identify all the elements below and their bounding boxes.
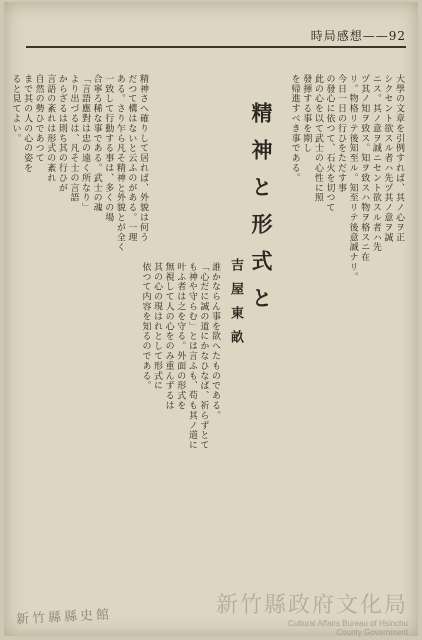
text-column: 精神さへ確りして居れば、外貌は何う [138, 74, 148, 243]
text-column: 「心だに誠の道にかなひなば、祈らずとて [198, 262, 209, 451]
text-column: も神や守らむ」とは言ふも、苟も其ノ道に [186, 262, 197, 451]
text-column: 誰かならん事を欲へたものである。 [210, 262, 220, 421]
text-column: 自然の勢ひであつて [33, 74, 44, 164]
watermark-subtitle: County Government [336, 628, 408, 637]
page-header [26, 24, 406, 46]
archive-watermark [216, 588, 408, 637]
text-column: 叶ふ者は之を守る。外面の形式を [175, 262, 186, 411]
text-column: より出づるは、凡そ士の言語 [68, 74, 79, 203]
text-column: 言語の紊れは形式の紊れ [45, 74, 56, 183]
watermark-subtitle: Cultural Affairs Bureau of Hsinchu [288, 619, 408, 628]
article-title: 精神と形式と [249, 102, 274, 324]
watermark-title: 新竹縣政府文化局 [215, 593, 408, 618]
text-column: 此の心を以て武士の心性に照 [312, 74, 323, 203]
text-column: を帰進すべき事である。 [289, 74, 300, 183]
text-column: ヅ其ノ知ヲ致ス。知ヲ致スハ物ヲ格スニ在 [359, 74, 370, 263]
text-column: 無視して人の心をのみ重んずるは [163, 262, 174, 411]
text-column: 合寧ろ稀な事である。武士の魂 [91, 74, 102, 213]
magazine-page [4, 2, 418, 636]
text-column: まで其の人の心の姿を [22, 74, 33, 173]
article-author: 吉屋東畝 [228, 258, 243, 354]
text-column: 依つて内容を知るのである。 [140, 262, 151, 391]
text-column: からざるは則ち其の行ひが [56, 74, 67, 193]
text-column: 其の心の現はれとして形式に [152, 262, 163, 391]
text-column: だつて構はないと云ふのがある。一理 [126, 74, 137, 243]
right-text-block [286, 74, 404, 554]
left-text-block [10, 74, 148, 574]
running-title: 時局感想——92 [310, 28, 406, 43]
text-column: ある。さり乍ら凡そ精神と外貌とが全く [114, 74, 125, 253]
text-column: ると見てよい。 [10, 74, 21, 144]
text-column: ニス。其ノ意ヲ誠ニセント欲スル者ハ先 [370, 74, 381, 253]
text-column: 一致して行動する事は、多くの場 [103, 74, 114, 223]
text-column: 「言語應對は忠の遠く所なり」 [80, 74, 91, 213]
text-column: 大學の文章を引例すれば、其ノ心ヲ正 [394, 74, 404, 243]
text-column: リ。物格リテ後知至ル。知至リテ後意誠ナリ。 [347, 74, 358, 282]
middle-text-block [140, 262, 220, 582]
text-column: の發心に依つて、石火を切つて [324, 74, 335, 213]
header-rule [26, 46, 406, 48]
text-column: 今日一日の行ひをただす事 [336, 74, 347, 193]
library-stamp: 新竹縣縣史館 [15, 607, 113, 628]
text-column: 發揮する事を期し [301, 74, 312, 154]
text-column: シクセント欲スル者ハ先ヅ其ノ意ヲ誠 [382, 74, 393, 243]
